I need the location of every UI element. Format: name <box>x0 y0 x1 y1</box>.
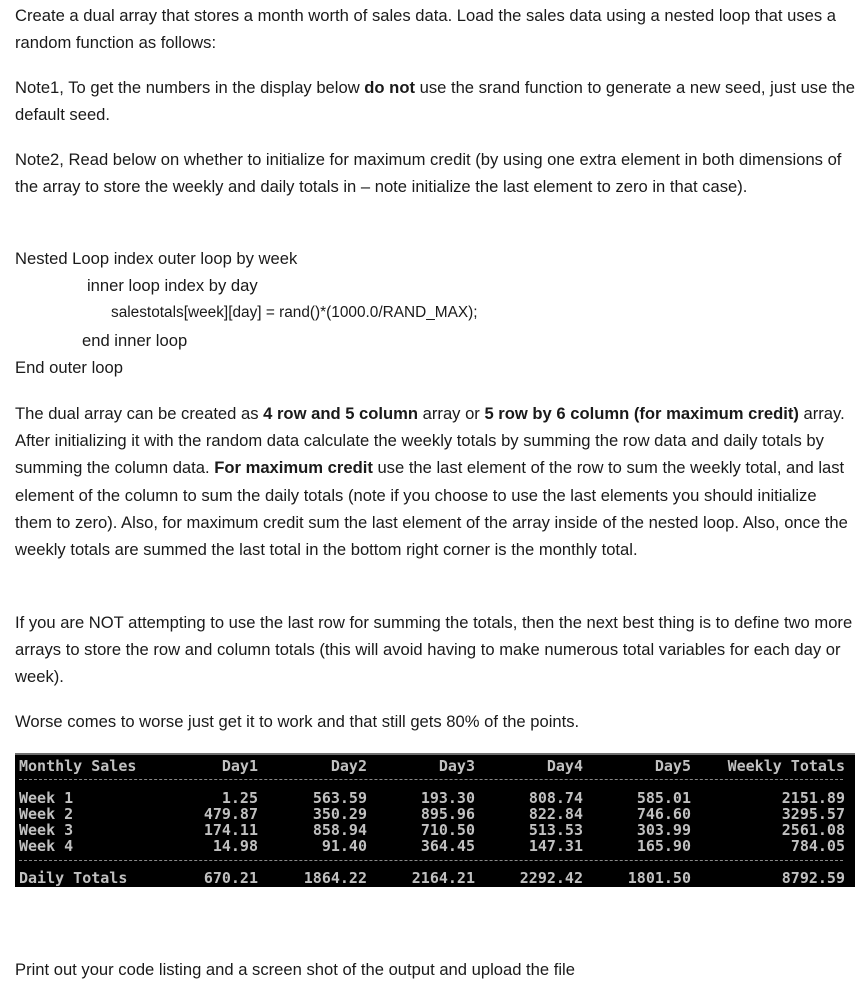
week-total-value: 2561.08 <box>781 821 845 839</box>
week-label: Week 1 <box>19 789 74 807</box>
not-attempting-paragraph: If you are NOT attempting to use the last row for summing the totals, then the next best thing is to define two more arrays to store the row and column totals (this will avoid having to make numerous total variables for each day or week). <box>15 613 853 687</box>
week-day2-value: 563.59 <box>312 789 367 807</box>
console-output-screenshot <box>15 755 855 887</box>
console-row-week-1 <box>19 790 851 806</box>
week-day3-value: 710.50 <box>420 821 475 839</box>
footer-day4-total: 2292.42 <box>519 869 583 887</box>
header-weekly-totals: Weekly Totals <box>727 757 845 775</box>
pseudocode-line-2: inner loop index by day <box>87 276 258 296</box>
week-day3-value: 895.96 <box>420 805 475 823</box>
array-text-e: use the last element of the row to sum the weekly total, and last element of the column to sum the daily totals (note if you choose to use the last elements you should initialize them to zero). Also, for maximum credit sum the last element of the array inside of the nested loop. Also, once the weekly totals are summed the last total in the bottom right corner is the monthly total. <box>15 458 848 560</box>
console-row-week-3 <box>19 822 851 838</box>
week-total-value: 2151.89 <box>781 789 845 807</box>
header-day2: Day2 <box>330 757 367 775</box>
week-day4-value: 513.53 <box>528 821 583 839</box>
array-bold-2: 5 row by 6 column (for maximum credit) <box>484 404 799 423</box>
note1-bold: do not <box>364 78 415 97</box>
week-day5-value: 746.60 <box>636 805 691 823</box>
week-label: Week 3 <box>19 821 74 839</box>
header-day1: Day1 <box>221 757 258 775</box>
note2-paragraph: Note2, Read below on whether to initialize for maximum credit (by using one extra element in both dimensions of the array to store the weekly and daily totals in – note initialize the last element to zero in that case). <box>15 150 842 197</box>
header-monthly-sales: Monthly Sales <box>19 757 137 775</box>
console-separator <box>19 860 843 861</box>
print-instructions: Print out your code listing and a screen shot of the output and upload the file <box>15 960 575 979</box>
week-day4-value: 822.84 <box>528 805 583 823</box>
console-row-week-2 <box>19 806 851 822</box>
note1-paragraph <box>15 74 857 128</box>
array-bold-1: 4 row and 5 column <box>263 404 419 423</box>
week-day2-value: 858.94 <box>312 821 367 839</box>
week-total-value: 784.05 <box>790 837 845 855</box>
footer-day2-total: 1864.22 <box>303 869 367 887</box>
week-day4-value: 808.74 <box>528 789 583 807</box>
week-day1-value: 479.87 <box>203 805 258 823</box>
week-day2-value: 350.29 <box>312 805 367 823</box>
array-bold-3: For maximum credit <box>214 458 373 478</box>
console-separator <box>19 779 843 780</box>
week-day5-value: 303.99 <box>636 821 691 839</box>
week-total-value: 3295.57 <box>781 805 845 823</box>
week-day1-value: 1.25 <box>221 789 258 807</box>
week-day5-value: 585.01 <box>636 789 691 807</box>
array-text-c: array or <box>418 404 485 423</box>
footer-monthly-total: 8792.59 <box>781 869 845 887</box>
footer-day3-total: 2164.21 <box>411 869 475 887</box>
pseudocode-line-1: Nested Loop index outer loop by week <box>15 249 298 268</box>
week-day2-value: 91.40 <box>321 837 367 855</box>
worse-paragraph: Worse comes to worse just get it to work and that still gets 80% of the points. <box>15 712 580 731</box>
pseudocode-line-3: salestotals[week][day] = rand()*(1000.0/RAND_MAX); <box>111 304 478 322</box>
week-day3-value: 193.30 <box>420 789 475 807</box>
header-day5: Day5 <box>654 757 691 775</box>
week-label: Week 2 <box>19 805 74 823</box>
intro-paragraph: Create a dual array that stores a month worth of sales data. Load the sales data using a nested loop that uses a random function as follows: <box>15 6 836 53</box>
console-header-row <box>19 758 851 774</box>
week-day1-value: 174.11 <box>203 821 258 839</box>
console-row-week-4 <box>19 838 851 854</box>
week-day5-value: 165.90 <box>636 837 691 855</box>
header-day4: Day4 <box>546 757 583 775</box>
week-day1-value: 14.98 <box>212 837 258 855</box>
array-text-a: The dual array can be created as <box>15 404 264 423</box>
footer-day5-total: 1801.50 <box>627 869 691 887</box>
console-footer-row <box>19 870 851 886</box>
footer-day1-total: 670.21 <box>203 869 258 887</box>
header-day3: Day3 <box>438 757 475 775</box>
week-day3-value: 364.45 <box>420 837 475 855</box>
pseudocode-line-5: End outer loop <box>15 357 123 377</box>
pseudocode-block <box>15 245 857 381</box>
week-day4-value: 147.31 <box>528 837 583 855</box>
array-paragraph <box>15 400 857 563</box>
pseudocode-line-4: end inner loop <box>82 330 188 350</box>
array-text-d: array. After initializing it with the random data calculate the weekly totals by summing the row data and daily totals by summing the column data. <box>15 404 845 478</box>
footer-daily-totals-label: Daily Totals <box>19 869 128 887</box>
week-label: Week 4 <box>19 837 74 855</box>
note1-text-b: use the srand function to generate a new seed, just use the default seed. <box>15 78 856 125</box>
note1-text-a: Note1, To get the numbers in the display below <box>15 78 365 97</box>
